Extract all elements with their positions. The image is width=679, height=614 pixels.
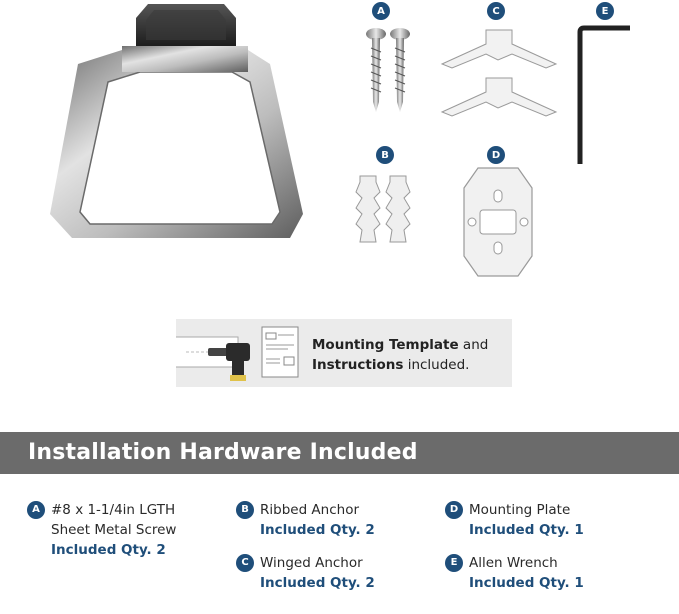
template-line2-bold: Instructions bbox=[312, 357, 404, 373]
legend-badge-a: A bbox=[27, 501, 45, 519]
template-line1-rest: and bbox=[458, 337, 489, 353]
hardware-legend bbox=[0, 474, 679, 614]
legend-b-qty: Included Qty. 2 bbox=[260, 522, 375, 538]
template-drill-icon bbox=[176, 319, 306, 387]
ribbed-anchor-illustration bbox=[356, 176, 410, 242]
legend-a-qty: Included Qty. 2 bbox=[51, 542, 166, 558]
towel-ring-illustration bbox=[50, 4, 303, 238]
hardware-banner bbox=[0, 432, 679, 474]
template-line1-bold: Mounting Template bbox=[312, 337, 459, 353]
legend-badge-b: B bbox=[236, 501, 254, 519]
legend-badge-d: D bbox=[445, 501, 463, 519]
template-caption bbox=[312, 335, 508, 375]
badge-c: C bbox=[487, 2, 505, 20]
banner-title: Installation Hardware Included bbox=[28, 440, 418, 465]
legend-badge-e: E bbox=[445, 554, 463, 572]
legend-e-qty: Included Qty. 1 bbox=[469, 575, 584, 591]
legend-c-qty: Included Qty. 2 bbox=[260, 575, 375, 591]
allen-wrench-illustration bbox=[580, 28, 630, 164]
legend-a-line2: Sheet Metal Screw bbox=[51, 522, 177, 538]
mounting-template-panel bbox=[176, 319, 512, 387]
legend-d-qty: Included Qty. 1 bbox=[469, 522, 584, 538]
winged-anchor-illustration bbox=[442, 30, 556, 116]
legend-d-line1: Mounting Plate bbox=[469, 502, 571, 518]
screw-illustration bbox=[366, 28, 410, 112]
legend-badge-c: C bbox=[236, 554, 254, 572]
template-line2-rest: included. bbox=[403, 357, 470, 373]
badge-b: B bbox=[376, 146, 394, 164]
legend-a-line1: #8 x 1-1/4in LGTH bbox=[51, 502, 176, 518]
badge-a: A bbox=[372, 2, 390, 20]
legend-c-line1: Winged Anchor bbox=[260, 555, 363, 571]
badge-e: E bbox=[596, 2, 614, 20]
mounting-plate-illustration bbox=[464, 168, 532, 276]
legend-b-line1: Ribbed Anchor bbox=[260, 502, 360, 518]
legend-e-line1: Allen Wrench bbox=[469, 555, 558, 571]
badge-d: D bbox=[487, 146, 505, 164]
